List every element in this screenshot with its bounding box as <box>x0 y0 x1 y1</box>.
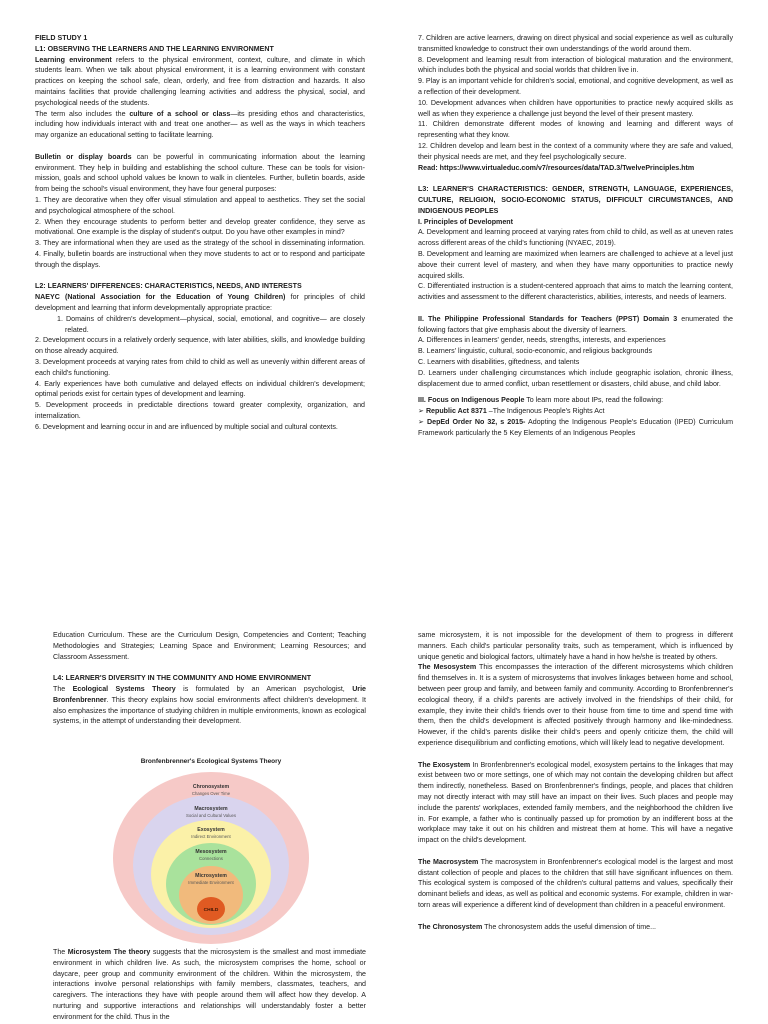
ring-sublabel: Social and Cultural Values <box>185 813 237 818</box>
ring-sublabel: Connections <box>199 856 223 861</box>
right-column-top <box>418 33 733 438</box>
ring-label: Microsystem <box>195 873 227 879</box>
microsystem-section <box>53 947 366 1023</box>
diagram-title: Bronfenbrenner's Ecological Systems Theory <box>140 758 282 765</box>
l1-title: L1: OBSERVING THE LEARNERS AND THE LEARNING ENVIRONMENT <box>35 44 274 53</box>
section-2-item: B. Learners' linguistic, cultural, socio-economic, and religious backgrounds <box>418 347 652 356</box>
ring-label: Exosystem <box>197 827 225 833</box>
principle-item: 8. Development and learning result from interaction of biological maturation and the environment, which includes both the physical and social worlds that children live in. <box>418 55 733 75</box>
principle-item: 1. Domains of children's development—physical, social, emotional, and cognitive— are closely related. <box>57 314 365 334</box>
naeyc-paragraph: NAEYC (National Association for the Education of Young Children) for principles of child development and learning that inform developmentally appropriate practice: <box>35 293 365 312</box>
section-1-item: A. Development and learning proceed at varying rates from child to child, as well as at uneven rates across different areas of the child's functioning (NYAEC, 2019). <box>418 228 733 248</box>
learning-environment-paragraph: Learning environment refers to the physical environment, context, culture, and climate in which students learn. When we talk about physical environment, it is a learning environment with constant practices on keeping the school safe, clean, orderly, and free from distraction and hazards. It also maintains facilities that provide challenging learning activities and address the physical, social, and psychological needs of the students. <box>35 55 365 107</box>
principle-item: 4. Early experiences have both cumulative and delayed effects on individual children's development; optimal periods exist for certain types of development and learning. <box>35 379 365 399</box>
right-column-bottom <box>418 630 733 932</box>
left-column-bottom <box>53 630 366 727</box>
arrow-bullet-icon: ➢ <box>418 407 424 416</box>
mesosystem-paragraph: The Mesosystem This encompasses the interaction of the different microsystems which children find themselves in. It is a system of microsystems that involves linkages between home and school, between peer group and family, and between family and community. According to Bronfenbrenner's ecological theory, if a child's parents are actively involved in the friendships of their child, for example, they invite their child's friends over to their house from time to time and spend time with them, then the child's development is affected positively through harmony and like-mindedness. However, if the child's parents dislike their child's peers and openly criticize them, the child will experience disequilibrium and conflicting emotions, which will likely lead to negative development. <box>418 663 733 747</box>
ring-sublabel: Immediate Environment <box>188 880 234 885</box>
curriculum-continuation: Education Curriculum. These are the Curriculum Design, Competencies and Content; Teaching Methodologies and Strategies; Learning Space and Environment; Learning Resources; and Classroom Assessment. <box>53 631 366 661</box>
exosystem-paragraph: The Exosystem In Bronfenbrenner's ecological model, exosystem pertains to the linkages that may exist between two or more settings, one of which may not contain the developing children but affect them indirectly, nonetheless. Based on Bronfenbrenner's findings, people, and places that children may not directly interact with may still have an impact on their lives. Such places and people may include the parents' workplaces, extended family members, and the neighborhood the children live in. For example, a father who is continually passed up for promotion by an indifferent boss at the workplace may take it out on his children and mistreat them at home. This will have a negative impact on the child's development. <box>418 760 734 845</box>
ring-label: Macrosystem <box>194 806 228 812</box>
ring-sublabel: Indirect Environment <box>191 834 231 839</box>
ring-sublabel: Changes Over Time <box>191 791 231 796</box>
bulletin-boards-paragraph: Bulletin or display boards can be powerful in communicating information about the learning environment. They help in building and establishing the school culture. These can be tools for vision-mission, goals and school uphold values be known to walk in clienteles. Further, bulletin boards, aside from being the school's visual environment, they have four general purposes: <box>35 152 365 194</box>
section-2-item: C. Learners with disabilities, giftedness, and talents <box>418 357 580 366</box>
principle-item: 9. Play is an important vehicle for children's social, emotional, and cognitive development, as well as a reflection of their development. <box>418 77 733 96</box>
purpose-item: 3. They are informational when they are used as the strategy of the school in disseminating information. 4. Finally, bulletin boards are instructional when they move students to act or to respond and participate through the displays. <box>35 239 365 269</box>
principle-item: 2. Development occurs in a relatively orderly sequence, with later abilities, skills, and knowledge building on those already acquired. <box>35 336 365 356</box>
ecological-systems-diagram <box>80 755 342 947</box>
ppst-paragraph: II. The Philippine Professional Standards for Teachers (PPST) Domain 3 enumerated the following factors that give emphasis about the diversity of learners. <box>418 314 733 334</box>
chronosystem-paragraph: The Chronosystem The chronosystem adds the useful dimension of time... <box>418 922 657 931</box>
section-2-item: D. Learners under challenging circumstances which include geographic isolation, chronic illness, displacement due to armed conflict, urban resettlement or disasters, child abuse, and child labor. <box>418 368 733 388</box>
microsystem-continuation: same microsystem, it is not impossible for the development of them to progress in different manners. Each child's particular personality traits, such as temperament, which is influenced by unique genetic and biological factors, ultimately have a hand in how he/she is treated by others. <box>418 631 733 661</box>
l3-title: L3: LEARNER'S CHARACTERISTICS: GENDER, STRENGTH, LANGUAGE, EXPERIENCES, CULTURE, RELIGION, SOCIO-ECONOMIC STATUS, DIFFICULT CIRCUMSTANCES, AND INDIGENOUS PEOPLES <box>418 185 733 215</box>
l4-title: L4: LEARNER'S DIVERSITY IN THE COMMUNITY AND HOME ENVIRONMENT <box>53 674 312 683</box>
republic-act-item: ➢ Republic Act 8371 –The Indigenous People's Rights Act <box>418 407 605 416</box>
section-1-item: C. Differentiated instruction is a student-centered approach that aims to match the learning content, activities and assessment to the different characteristics, abilities, interests, and needs of learners. <box>418 282 733 302</box>
principle-item: 7. Children are active learners, drawing on direct physical and social experience as well as culturally transmitted knowledge to construct their own understandings of the world around them. <box>418 34 733 53</box>
school-culture-paragraph: The term also includes the culture of a school or class—its presiding ethos and characteristics, including how individuals interact with and treat one another— as well as the ways in which teachers may organize an educational setting to facilitate learning. <box>35 109 365 140</box>
ecological-theory-paragraph: The Ecological Systems Theory is formulated by an American psychologist, Urie Bronfenbrenner. This theory explains how social environments affect children's development. It also emphasizes the importance of studying children in multiple environments, known as ecological systems, in the attempt of understanding their development. <box>53 684 366 726</box>
ring-label: Chronosystem <box>192 784 230 790</box>
microsystem-paragraph: The Microsystem The theory suggests that the microsystem is the smallest and most immediate environment in which children live. As such, the microsystem comprises the home, school or daycare, peer group and community environment of the children. Within the microsystem, the interactions involve personal relationships with family members, classmates, teachers, and caregivers. The interactions they have with people around them will affect how they develop. A nurturing and supportive interactions and relationships will understandably foster a better environment for the child. Thus in the <box>53 948 366 1021</box>
purpose-item: 1. They are decorative when they offer visual stimulation and appeal to aesthetics. They set the social and psychological atmosphere of the school. <box>35 195 365 215</box>
arrow-bullet-icon: ➢ <box>418 417 424 426</box>
purpose-item: 2. When they encourage students to perform better and develop greater confidence, they serve as motivational. One example is the display of student's output. Do you have other examples in mind? <box>35 217 365 237</box>
section-1-title: I. Principles of Development <box>418 217 514 226</box>
principle-item: 3. Development proceeds at varying rates from child to child as well as unevenly within different areas of each child's functioning. <box>35 357 365 377</box>
macrosystem-paragraph: The Macrosystem The macrosystem in Bronfenbrenner's ecological model is the largest and most distant collection of people and places to the children that still have significant influences on them. This ecological system is composed of the children's cultural patterns and values, specifically their dominant beliefs and ideas, as well as political and economic systems. For example, children in war-torn areas will experience a different kind of development than children in a peaceful environment. <box>418 857 733 909</box>
principle-item: 6. Development and learning occur in and are influenced by multiple social and cultural contexts. <box>35 422 338 431</box>
deped-order-item: ➢ DepEd Order No 32, s 2015- Adopting the Indigenous People's Education (IPED) Curriculum Framework particularly the 5 Key Elements of an Indigenous Peoples <box>418 417 733 437</box>
document-heading: FIELD STUDY 1 <box>35 34 88 42</box>
child-label: CHILD <box>203 908 219 913</box>
section-2-item: A. Differences in learners' gender, needs, strengths, interests, and experiences <box>418 336 666 345</box>
indigenous-paragraph: III. Focus on Indigenous People To learn more about IPs, read the following: <box>418 396 664 405</box>
left-column-top <box>35 33 365 432</box>
l2-title: L2: LEARNERS' DIFFERENCES: CHARACTERISTICS, NEEDS, AND INTERESTS <box>35 282 302 291</box>
read-link[interactable]: Read: https://www.virtualeduc.com/v7/resources/data/TAD.3/TwelvePrinciples.htm <box>418 163 695 172</box>
section-1-item: B. Development and learning are maximized when learners are challenged to achieve at a level just above their current level of mastery, and when they have many opportunities to practice newly acquired skills. <box>418 249 733 280</box>
principle-item: 12. Children develop and learn best in the context of a community where they are safe and valued, their physical needs are met, and they feel psychologically secure. <box>418 141 733 161</box>
ring-label: Mesosystem <box>195 849 227 855</box>
principle-item: 10. Development advances when children have opportunities to practice newly acquired skills as well as when they experience a challenge just beyond the level of their present mastery. <box>418 98 733 118</box>
principle-item: 5. Development proceeds in predictable directions toward greater complexity, organization, and internalization. <box>35 401 365 420</box>
principle-item: 11. Children demonstrate different modes of knowing and learning and different ways of representing what they know. <box>418 120 733 140</box>
